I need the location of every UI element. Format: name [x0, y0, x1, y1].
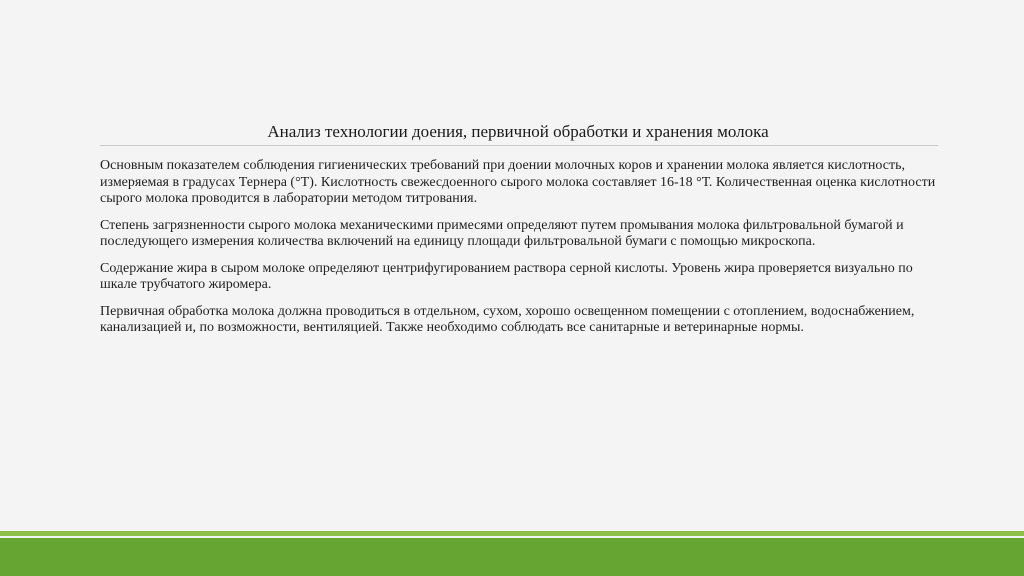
paragraph-fat-content: Содержание жира в сыром молоке определяют центрифугированием раствора серной кислоты. Уровень жира проверяется визуально по шкале трубчатого жиромера. — [100, 260, 913, 292]
paragraph-contamination: Степень загрязненности сырого молока механическими примесями определяют путем промывания молока фильтровальной бумагой и последующего измерения количества включений на единицу площади фильтровальной бумаги с помощью микроскопа. — [100, 217, 904, 249]
footer-bar — [0, 538, 1024, 576]
footer-accent-line — [0, 531, 1024, 536]
paragraph-acidity: Основным показателем соблюдения гигиенических требований при доении молочных коров и хранении молока является кислотность, измеряемая в градусах Тернера (°Т). Кислотность свежесдоенного сырого молока составляет 16-18 °Т. Количественная оценка кислотности сырого молока проводится в лаборатории методом титрования. — [100, 158, 936, 206]
title-divider — [100, 145, 938, 146]
slide-body — [100, 158, 945, 347]
paragraph-primary-processing: Первичная обработка молока должна проводиться в отдельном, сухом, хорошо освещенном помещении с отоплением, водоснабжением, канализацией и, по возможности, вентиляцией. Также необходимо соблюдать все санитарные и ветеринарные нормы. — [100, 303, 915, 335]
slide-title: Анализ технологии доения, первичной обработки и хранения молока — [267, 122, 769, 141]
